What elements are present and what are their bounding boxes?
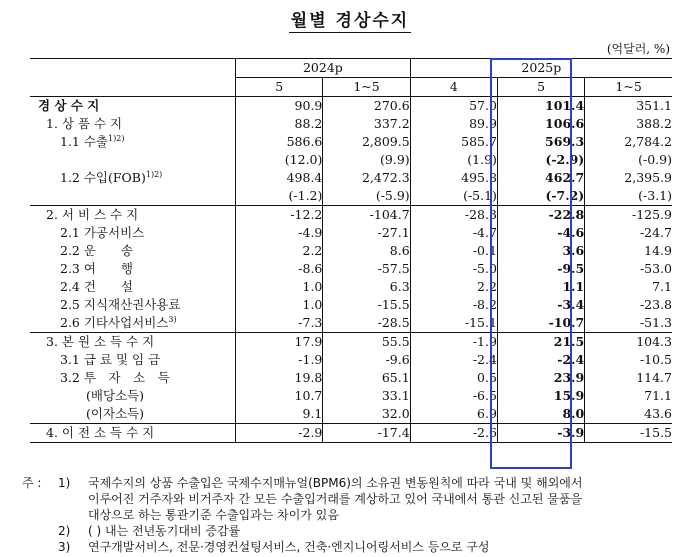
cell-primary-income-col2: -1.9 bbox=[410, 333, 497, 352]
cell-interest-col1: 32.0 bbox=[323, 405, 410, 424]
row-label-processing bbox=[30, 224, 236, 242]
cell-compensation-col1: -9.6 bbox=[323, 351, 410, 369]
row-label-text: 1.1 수출 bbox=[60, 134, 109, 149]
cell-imports-change-col0: (-1.2) bbox=[236, 187, 323, 206]
cell-services-col2: -28.3 bbox=[410, 206, 497, 225]
cell-investment-income-col3: 23.9 bbox=[497, 369, 584, 387]
cell-processing-col1: -27.1 bbox=[323, 224, 410, 242]
row-label-dividend bbox=[30, 387, 236, 405]
cell-transport-col4: 14.9 bbox=[585, 242, 672, 260]
row-label-secondary-income bbox=[30, 424, 236, 443]
table-row-imports-change bbox=[30, 187, 672, 206]
cell-other-business-col3: -10.7 bbox=[497, 314, 584, 333]
row-label-text: 1.2 수입(FOB) bbox=[60, 170, 146, 185]
cell-dividend-col3: 15.9 bbox=[497, 387, 584, 405]
header-col-2025-5: 5 bbox=[497, 78, 584, 97]
table-row-primary-income bbox=[30, 333, 672, 352]
table-row-services bbox=[30, 206, 672, 225]
header-blank bbox=[30, 59, 236, 78]
header-col-2024-1-5: 1~5 bbox=[323, 78, 410, 97]
cell-other-business-col0: -7.3 bbox=[236, 314, 323, 333]
cell-goods-col0: 88.2 bbox=[236, 115, 323, 133]
row-label-imports-change bbox=[30, 187, 236, 206]
header-blank-2 bbox=[30, 78, 236, 97]
cell-imports-col3: 462.7 bbox=[497, 169, 584, 187]
cell-exports-col1: 2,809.5 bbox=[323, 133, 410, 151]
cell-ip-charges-col4: -23.8 bbox=[585, 296, 672, 314]
cell-construction-col2: 2.2 bbox=[410, 278, 497, 296]
cell-compensation-col0: -1.9 bbox=[236, 351, 323, 369]
cell-imports-col1: 2,472.3 bbox=[323, 169, 410, 187]
row-label-construction bbox=[30, 278, 236, 296]
row-label-interest bbox=[30, 405, 236, 424]
cell-imports-change-col4: (-3.1) bbox=[585, 187, 672, 206]
cell-primary-income-col0: 17.9 bbox=[236, 333, 323, 352]
footnote-1-line-2: 이루어진 거주자와 비거주자 간 모든 수출입거래를 계상하고 있어 국내에서 통관 신고된 물품을 bbox=[88, 492, 583, 506]
footnote-1-line-3: 대상으로 하는 통관기준 수출입과는 차이가 있음 bbox=[88, 508, 339, 522]
footnotes bbox=[22, 475, 682, 555]
cell-imports-change-col2: (-5.1) bbox=[410, 187, 497, 206]
unit-label: (억달러, %) bbox=[606, 42, 670, 56]
cell-current-account-col0: 90.9 bbox=[236, 97, 323, 116]
footnote-ref: 1)2) bbox=[145, 169, 163, 179]
table-row-secondary-income bbox=[30, 424, 672, 443]
cell-primary-income-col3: 21.5 bbox=[497, 333, 584, 352]
cell-services-col4: -125.9 bbox=[585, 206, 672, 225]
cell-dividend-col1: 33.1 bbox=[323, 387, 410, 405]
cell-travel-col4: -53.0 bbox=[585, 260, 672, 278]
header-year-2024: 2024p bbox=[236, 59, 411, 78]
cell-other-business-col1: -28.5 bbox=[323, 314, 410, 333]
footnote-1-line-1: 국제수지의 상품 수출입은 국제수지매뉴얼(BPM6)의 소유권 변동원칙에 따라 국내 및 해외에서 bbox=[88, 476, 583, 490]
footnote-1 bbox=[22, 475, 682, 523]
footnote-prefix: 주 : bbox=[22, 476, 42, 490]
table-row-interest bbox=[30, 405, 672, 424]
row-label-compensation bbox=[30, 351, 236, 369]
cell-dividend-col0: 10.7 bbox=[236, 387, 323, 405]
row-label-text: 2.5 지식재산권사용료 bbox=[60, 297, 181, 312]
cell-primary-income-col1: 55.5 bbox=[323, 333, 410, 352]
cell-construction-col1: 6.3 bbox=[323, 278, 410, 296]
row-label-travel bbox=[30, 260, 236, 278]
cell-processing-col0: -4.9 bbox=[236, 224, 323, 242]
cell-travel-col0: -8.6 bbox=[236, 260, 323, 278]
page-title: 월별 경상수지 bbox=[290, 11, 410, 31]
footnote-3-number: 3) bbox=[58, 540, 71, 554]
table-row-processing bbox=[30, 224, 672, 242]
row-label-text: 1. 상 품 수 지 bbox=[46, 116, 123, 131]
cell-other-business-col4: -51.3 bbox=[585, 314, 672, 333]
header-col-2025-4: 4 bbox=[410, 78, 497, 97]
cell-primary-income-col4: 104.3 bbox=[585, 333, 672, 352]
row-label-text: 3. 본 원 소 득 수 지 bbox=[46, 334, 155, 349]
table-row-construction bbox=[30, 278, 672, 296]
cell-secondary-income-col2: -2.6 bbox=[410, 424, 497, 443]
cell-other-business-col2: -15.1 bbox=[410, 314, 497, 333]
cell-exports-col2: 585.7 bbox=[410, 133, 497, 151]
cell-compensation-col2: -2.4 bbox=[410, 351, 497, 369]
row-label-text: 2.3 여 행 bbox=[60, 261, 134, 276]
cell-exports-change-col3: (-2.9) bbox=[497, 151, 584, 169]
cell-construction-col0: 1.0 bbox=[236, 278, 323, 296]
cell-transport-col1: 8.6 bbox=[323, 242, 410, 260]
table-row-compensation bbox=[30, 351, 672, 369]
table-row-goods bbox=[30, 115, 672, 133]
footnote-2 bbox=[22, 523, 682, 539]
cell-secondary-income-col0: -2.9 bbox=[236, 424, 323, 443]
cell-exports-change-col2: (1.9) bbox=[410, 151, 497, 169]
cell-goods-col2: 89.9 bbox=[410, 115, 497, 133]
cell-processing-col2: -4.7 bbox=[410, 224, 497, 242]
cell-ip-charges-col3: -3.4 bbox=[497, 296, 584, 314]
row-label-text: 2. 서 비 스 수 지 bbox=[46, 207, 139, 222]
cell-processing-col3: -4.6 bbox=[497, 224, 584, 242]
cell-exports-change-col1: (9.9) bbox=[323, 151, 410, 169]
cell-travel-col1: -57.5 bbox=[323, 260, 410, 278]
header-year-2025: 2025p bbox=[410, 59, 672, 78]
cell-exports-col3: 569.3 bbox=[497, 133, 584, 151]
row-label-investment-income bbox=[30, 369, 236, 387]
cell-secondary-income-col3: -3.9 bbox=[497, 424, 584, 443]
table-row-exports bbox=[30, 133, 672, 151]
row-label-text: 3.1 급 료 및 임 금 bbox=[60, 352, 161, 367]
row-label-text: 2.1 가공서비스 bbox=[60, 225, 145, 240]
current-account-table bbox=[30, 58, 672, 443]
table-row-transport bbox=[30, 242, 672, 260]
cell-goods-col3: 106.6 bbox=[497, 115, 584, 133]
table-row-dividend bbox=[30, 387, 672, 405]
cell-transport-col2: -0.1 bbox=[410, 242, 497, 260]
table-row-ip-charges bbox=[30, 296, 672, 314]
cell-ip-charges-col2: -8.2 bbox=[410, 296, 497, 314]
row-label-text: 3.2 투 자 소 득 bbox=[60, 370, 170, 385]
footnote-2-number: 2) bbox=[58, 524, 71, 538]
cell-interest-col0: 9.1 bbox=[236, 405, 323, 424]
row-label-primary-income bbox=[30, 333, 236, 352]
cell-imports-change-col1: (-5.9) bbox=[323, 187, 410, 206]
cell-investment-income-col2: 0.5 bbox=[410, 369, 497, 387]
footnote-3-text: 연구개발서비스, 전문·경영컨설팅서비스, 건축·엔지니어링서비스 등으로 구성 bbox=[88, 540, 490, 554]
header-col-2024-5: 5 bbox=[236, 78, 323, 97]
cell-investment-income-col0: 19.8 bbox=[236, 369, 323, 387]
cell-exports-change-col0: (12.0) bbox=[236, 151, 323, 169]
cell-current-account-col4: 351.1 bbox=[585, 97, 672, 116]
footnote-2-text: ( ) 내는 전년동기대비 증감률 bbox=[88, 524, 241, 538]
cell-goods-col1: 337.2 bbox=[323, 115, 410, 133]
cell-travel-col2: -5.0 bbox=[410, 260, 497, 278]
table-row-current-account bbox=[30, 97, 672, 116]
cell-goods-col4: 388.2 bbox=[585, 115, 672, 133]
row-label-text: 4. 이 전 소 득 수 지 bbox=[46, 425, 155, 440]
row-label-other-business bbox=[30, 314, 236, 333]
cell-investment-income-col1: 65.1 bbox=[323, 369, 410, 387]
table-row-exports-change bbox=[30, 151, 672, 169]
cell-imports-change-col3: (-7.2) bbox=[497, 187, 584, 206]
cell-transport-col3: 3.6 bbox=[497, 242, 584, 260]
cell-construction-col3: 1.1 bbox=[497, 278, 584, 296]
cell-compensation-col4: -10.5 bbox=[585, 351, 672, 369]
footnote-ref: 3) bbox=[168, 314, 177, 324]
row-label-text: 경 상 수 지 bbox=[38, 98, 100, 113]
row-label-current-account bbox=[30, 97, 236, 116]
table-row-investment-income bbox=[30, 369, 672, 387]
cell-interest-col3: 8.0 bbox=[497, 405, 584, 424]
cell-services-col1: -104.7 bbox=[323, 206, 410, 225]
cell-travel-col3: -9.5 bbox=[497, 260, 584, 278]
row-label-text: 2.2 운 송 bbox=[60, 243, 134, 258]
row-label-text: 2.6 기타사업서비스 bbox=[60, 315, 169, 330]
cell-current-account-col1: 270.6 bbox=[323, 97, 410, 116]
footnote-1-number: 1) bbox=[58, 476, 71, 490]
table-row-travel bbox=[30, 260, 672, 278]
cell-interest-col2: 6.9 bbox=[410, 405, 497, 424]
cell-services-col3: -22.8 bbox=[497, 206, 584, 225]
cell-exports-change-col4: (-0.9) bbox=[585, 151, 672, 169]
cell-current-account-col3: 101.4 bbox=[497, 97, 584, 116]
cell-processing-col4: -24.7 bbox=[585, 224, 672, 242]
cell-ip-charges-col1: -15.5 bbox=[323, 296, 410, 314]
row-label-text: (배당소득) bbox=[86, 388, 145, 403]
cell-exports-col4: 2,784.2 bbox=[585, 133, 672, 151]
cell-ip-charges-col0: 1.0 bbox=[236, 296, 323, 314]
cell-current-account-col2: 57.0 bbox=[410, 97, 497, 116]
cell-services-col0: -12.2 bbox=[236, 206, 323, 225]
row-label-services bbox=[30, 206, 236, 225]
cell-construction-col4: 7.1 bbox=[585, 278, 672, 296]
cell-dividend-col4: 71.1 bbox=[585, 387, 672, 405]
footnote-ref: 1)2) bbox=[108, 133, 125, 143]
table-row-other-business bbox=[30, 314, 672, 333]
row-label-ip-charges bbox=[30, 296, 236, 314]
row-label-exports bbox=[30, 133, 236, 151]
header-col-2025-1-5: 1~5 bbox=[585, 78, 672, 97]
row-label-goods bbox=[30, 115, 236, 133]
row-label-exports-change bbox=[30, 151, 236, 169]
row-label-transport bbox=[30, 242, 236, 260]
cell-imports-col2: 495.8 bbox=[410, 169, 497, 187]
row-label-text: 2.4 건 설 bbox=[60, 279, 134, 294]
cell-secondary-income-col4: -15.5 bbox=[585, 424, 672, 443]
cell-exports-col0: 586.6 bbox=[236, 133, 323, 151]
row-label-imports bbox=[30, 169, 236, 187]
cell-imports-col4: 2,395.9 bbox=[585, 169, 672, 187]
cell-imports-col0: 498.4 bbox=[236, 169, 323, 187]
cell-transport-col0: 2.2 bbox=[236, 242, 323, 260]
footnote-3 bbox=[22, 539, 682, 555]
cell-investment-income-col4: 114.7 bbox=[585, 369, 672, 387]
row-label-text: (이자소득) bbox=[86, 406, 145, 421]
cell-dividend-col2: -6.5 bbox=[410, 387, 497, 405]
cell-interest-col4: 43.6 bbox=[585, 405, 672, 424]
table-row-imports bbox=[30, 169, 672, 187]
cell-secondary-income-col1: -17.4 bbox=[323, 424, 410, 443]
cell-compensation-col3: -2.4 bbox=[497, 351, 584, 369]
